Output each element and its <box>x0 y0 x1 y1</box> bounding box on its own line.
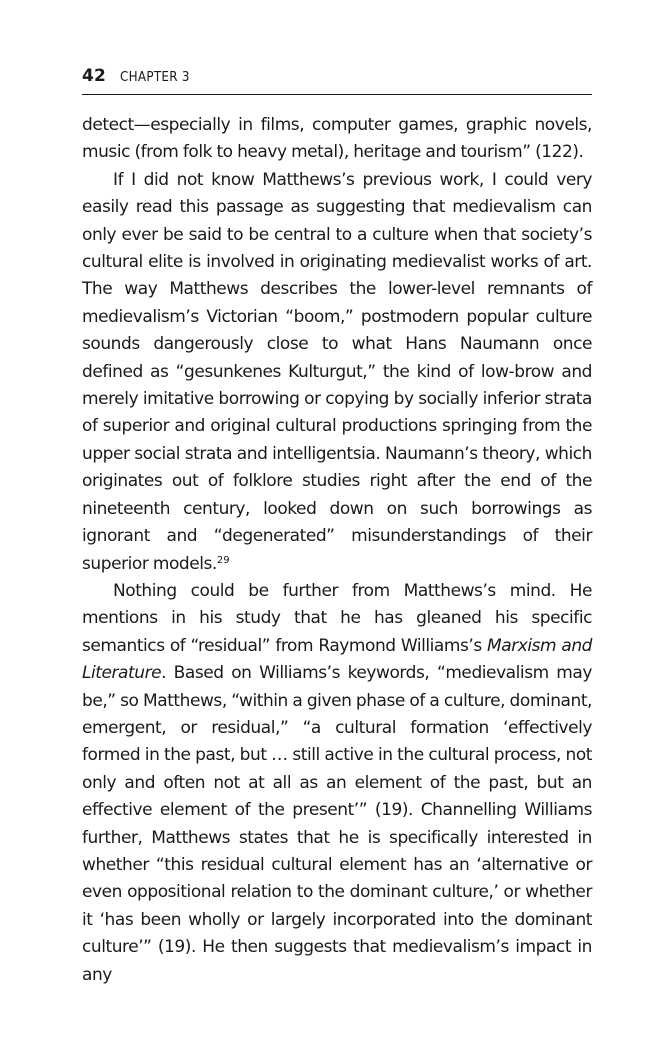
body-text <box>82 112 592 989</box>
paragraph-continuation: detect—especially in films, computer games, graphic novels, music (from folk to heavy metal), heritage and tourism” (122). <box>82 115 592 163</box>
chapter-label: CHAPTER 3 <box>120 70 190 85</box>
running-head <box>82 66 592 95</box>
paragraph-text: . Based on Williams’s keywords, “medievalism may be,” so Matthews, “within a given phase of a culture, dominant, emergent, or residual,” “a cultural formation ‘effectively formed in the past, but … still active in the cultural process, not only and often not at all as an element of the past, but an effective element of the present’” (19). Channelling Williams further, Matthews states that he is specifically interested in whether “this residual cultural element has an ‘alternative or even oppositional relation to the dominant culture,’ or whether it ‘has been wholly or largely incorporated into the dominant culture’” (19). He then suggests that medievalism’s impact in any <box>82 663 592 985</box>
footnote-reference[interactable]: 29 <box>216 554 230 566</box>
paragraph-naumann <box>82 167 592 578</box>
paragraph-williams <box>82 578 592 989</box>
book-page <box>82 0 592 1060</box>
book-title-italic: Marxism and Literature <box>82 635 593 684</box>
paragraph-text: If I did not know Matthews’s previous work, I could very easily read this passage as suggesting that medievalism can only ever be said to be central to a culture when that society’s cultural elite is involved in originating medievalist works of art. The way Matthews describes the lower-level remnants of medievalism’s Victorian “boom,” postmodern popular culture sounds dangerously close to what Hans Naumann once defined as “gesunkenes Kulturgut,” the kind of low-brow and merely imitative borrowing or copying by socially inferior strata of superior and original cultural productions springing from the upper social strata and intelligentsia. Naumann’s theory, which originates out of folklore studies right after the end of the nineteenth century, looked down on such borrowings as ignorant and “degenerated” misunderstandings of their superior models. <box>82 169 592 574</box>
page-number: 42 <box>82 66 107 86</box>
paragraph-text: Nothing could be further from Matthews’s mind. He mentions in his study that he has gleaned his specific semantics of “residual” from Raymond Williams’s <box>82 580 592 656</box>
